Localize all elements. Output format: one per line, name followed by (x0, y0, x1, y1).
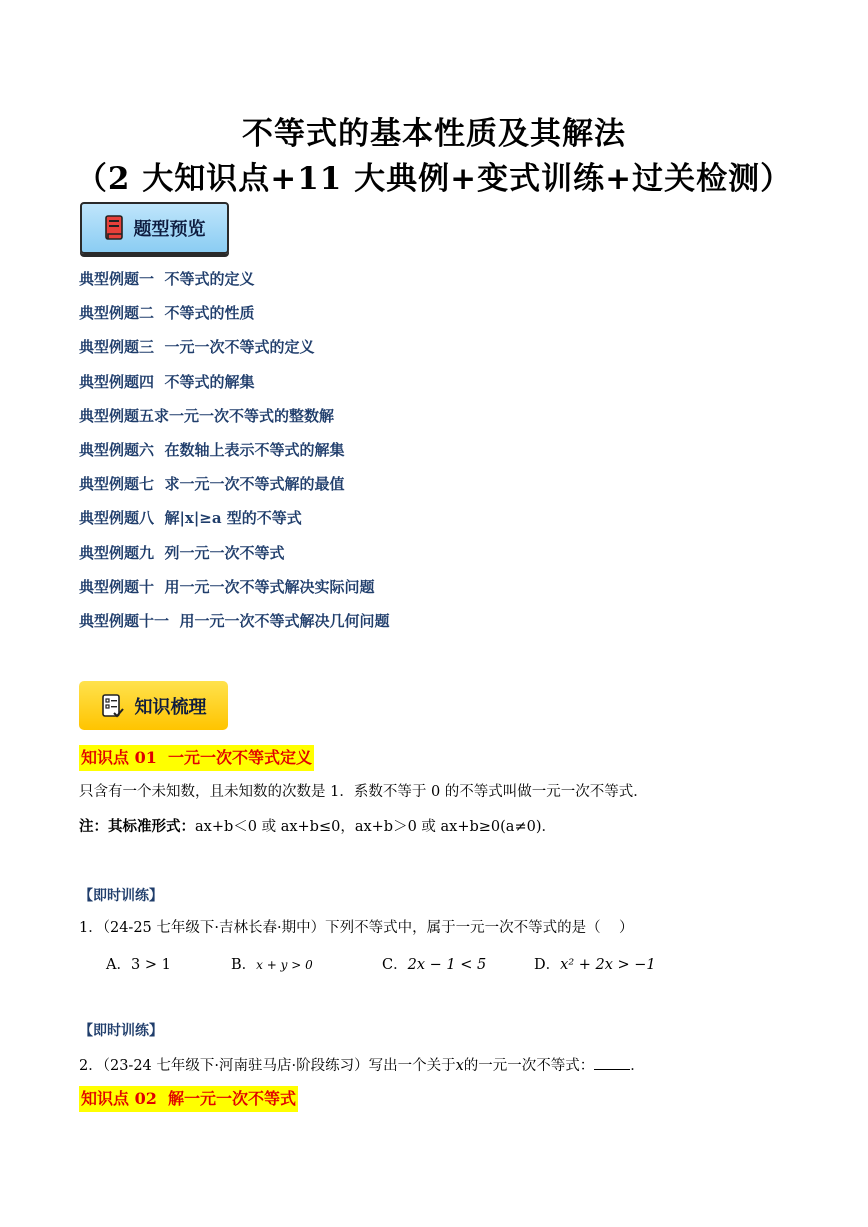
example-item: 典型例题八 解|x|≥a 型的不等式 (79, 509, 302, 528)
note-text: ax+b＜0 或 ax+b≤0，ax+b＞0 或 ax+b≥0(a≠0)． (195, 819, 556, 835)
answer-blank[interactable] (594, 1055, 630, 1070)
question-2-stem (79, 1055, 645, 1076)
option-label: B． (231, 957, 257, 973)
standard-form-note (79, 817, 556, 837)
book-icon (104, 215, 124, 241)
option-label: C． (382, 957, 408, 973)
option-expr: x² + 2x > −1 (560, 957, 656, 973)
example-item: 典型例题六 在数轴上表示不等式的解集 (79, 440, 345, 459)
definition-text: 只含有一个未知数，且未知数的次数是 1．系数不等于 0 的不等式叫做一元一次不等式． (79, 784, 648, 800)
drill-label: 【即时训练】 (79, 888, 163, 904)
knowledge-point-1-heading: 知识点 01 一元一次不等式定义 (79, 745, 314, 771)
checklist-icon (101, 693, 125, 719)
preview-badge (80, 202, 229, 254)
example-item: 典型例题七 求一元一次不等式解的最值 (79, 475, 345, 494)
question-1-stem: 1．（24-25 七年级下·吉林长春·期中）下列不等式中，属于一元一次不等式的是（ ） (79, 920, 634, 936)
example-item: 典型例题九 列一元一次不等式 (79, 543, 285, 562)
option-expr: x + y > 0 (256, 958, 313, 972)
note-label: 注：其标准形式： (79, 818, 195, 835)
example-item: 典型例题十 用一元一次不等式解决实际问题 (79, 577, 375, 596)
option-b (231, 953, 313, 974)
document-title: 不等式的基本性质及其解法 (242, 116, 626, 152)
option-expr: 2x − 1 < 5 (407, 957, 487, 973)
option-label: A． (106, 957, 131, 973)
question-2-text: 2．（23-24 七年级下·河南驻马店·阶段练习）写出一个关于 (79, 1058, 456, 1074)
preview-badge-label: 题型预览 (133, 219, 206, 240)
knowledge-badge (79, 681, 228, 730)
option-expr: 3 > 1 (130, 957, 171, 973)
example-item: 典型例题三 一元一次不等式的定义 (79, 338, 315, 357)
example-item: 典型例题一 不等式的定义 (79, 270, 255, 288)
option-label: D． (534, 957, 561, 973)
option-a (106, 953, 171, 974)
question-2-period: ． (630, 1058, 645, 1074)
option-c (382, 953, 486, 974)
question-2-text-end: 的一元一次不等式： (463, 1058, 595, 1074)
variable-x: x (455, 1058, 464, 1074)
drill-label: 【即时训练】 (79, 1023, 163, 1039)
knowledge-point-2-heading: 知识点 02 解一元一次不等式 (79, 1086, 298, 1112)
example-item: 典型例题四 不等式的解集 (79, 372, 255, 391)
example-item: 典型例题五求一元一次不等式的整数解 (79, 406, 335, 425)
option-d (534, 953, 656, 974)
knowledge-badge-label: 知识梳理 (134, 696, 207, 718)
document-subtitle: （2 大知识点+11 大典例+变式训练+过关检测） (75, 161, 793, 197)
example-list (79, 268, 389, 644)
example-item: 典型例题十一 用一元一次不等式解决几何问题 (79, 611, 390, 630)
example-item: 典型例题二 不等式的性质 (79, 304, 255, 323)
